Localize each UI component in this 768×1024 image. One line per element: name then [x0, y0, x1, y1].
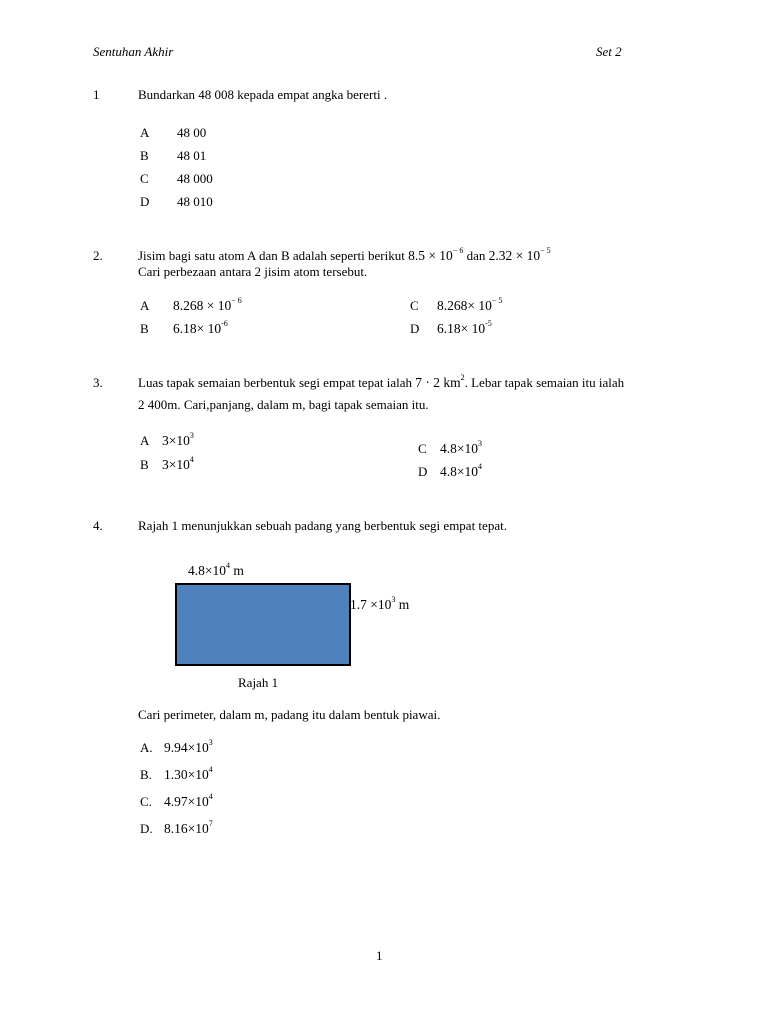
option-letter: D	[418, 464, 428, 479]
question-number: 4.	[93, 518, 103, 533]
math-expression: 7 · 2 $km^2$	[415, 373, 465, 390]
option-letter: D	[410, 321, 420, 336]
question-text: Luas tapak semaian berbentuk segi empat tepat ialah	[138, 375, 412, 390]
option-letter: C	[410, 298, 419, 313]
option-value: $3\times 10^3$	[162, 431, 194, 448]
option-letter: B	[140, 148, 149, 163]
option-letter: C.	[140, 794, 152, 809]
question-text-line1	[138, 248, 551, 264]
question-text: Jisim bagi satu atom A dan B adalah seperti berikut	[138, 248, 405, 263]
option-value: $9.94\times 10^3$	[164, 738, 213, 755]
question-text: Rajah 1 menunjukkan sebuah padang yang berbentuk segi empat tepat.	[138, 518, 507, 533]
option-value: $6.18\times 10^{-6}$	[173, 319, 228, 336]
option-letter: C	[140, 171, 149, 186]
page-number: 1	[376, 948, 383, 963]
option-letter: B	[140, 457, 149, 472]
option-letter: A	[140, 125, 150, 140]
diagram-length-label: $4.8\times 10^4$ m	[188, 561, 244, 578]
option-letter: D	[140, 194, 150, 209]
option-letter: A	[140, 298, 150, 313]
question-text: Bundarkan 48 008 kepada empat angka bererti .	[138, 87, 388, 102]
question-text-line2: 2 400m. Cari,panjang, dalam m, bagi tapak semaian itu.	[138, 397, 429, 412]
option-value: $8.268\times 10^{- 5}$	[437, 296, 503, 313]
option-letter: B.	[140, 767, 152, 782]
header-right: Set 2	[596, 44, 622, 59]
option-value: $8.16\times 10^7$	[164, 819, 213, 836]
option-value: 48 000	[177, 171, 213, 186]
question-text: Cari perimeter, dalam m, padang itu dalam bentuk piawai.	[138, 707, 441, 722]
option-letter: A.	[140, 740, 153, 755]
math-expression: $2.32 \times 10^{- 5}$	[488, 246, 551, 263]
option-value: 48 010	[177, 194, 213, 209]
question-text: dan	[466, 248, 486, 263]
option-letter: D.	[140, 821, 153, 836]
question-number: 1	[93, 87, 100, 102]
option-value: $6.18\times 10^{-5}$	[437, 319, 492, 336]
question-number: 3.	[93, 375, 103, 390]
question-text-line2: Cari perbezaan antara 2 jisim atom tersebut.	[138, 264, 368, 279]
field-rectangle	[175, 583, 351, 666]
math-expression: $8.5 \times 10^{- 6}$	[408, 246, 464, 263]
option-value: $4.8\times 10^4$	[440, 462, 482, 479]
option-letter: C	[418, 441, 427, 456]
question-text: . Lebar tapak semaian itu ialah	[464, 375, 625, 390]
diagram-caption: Rajah 1	[238, 675, 279, 690]
option-value: $4.8\times 10^3$	[440, 439, 482, 456]
option-value: 48 01	[177, 148, 207, 163]
question-number: 2.	[93, 248, 103, 263]
option-letter: B	[140, 321, 149, 336]
option-value: $1.30\times 10^4$	[164, 765, 213, 782]
option-value: 48 00	[177, 125, 207, 140]
option-value: $8.268 \times 10^{- 6}$	[173, 296, 242, 313]
option-letter: A	[140, 433, 150, 448]
header-left: Sentuhan Akhir	[93, 44, 174, 59]
question-text-line1	[138, 375, 624, 391]
option-value: $4.97\times 10^4$	[164, 792, 213, 809]
option-value: $3\times 10^4$	[162, 455, 194, 472]
diagram-width-label: $1.7 \times 10^3$ m	[350, 595, 410, 612]
